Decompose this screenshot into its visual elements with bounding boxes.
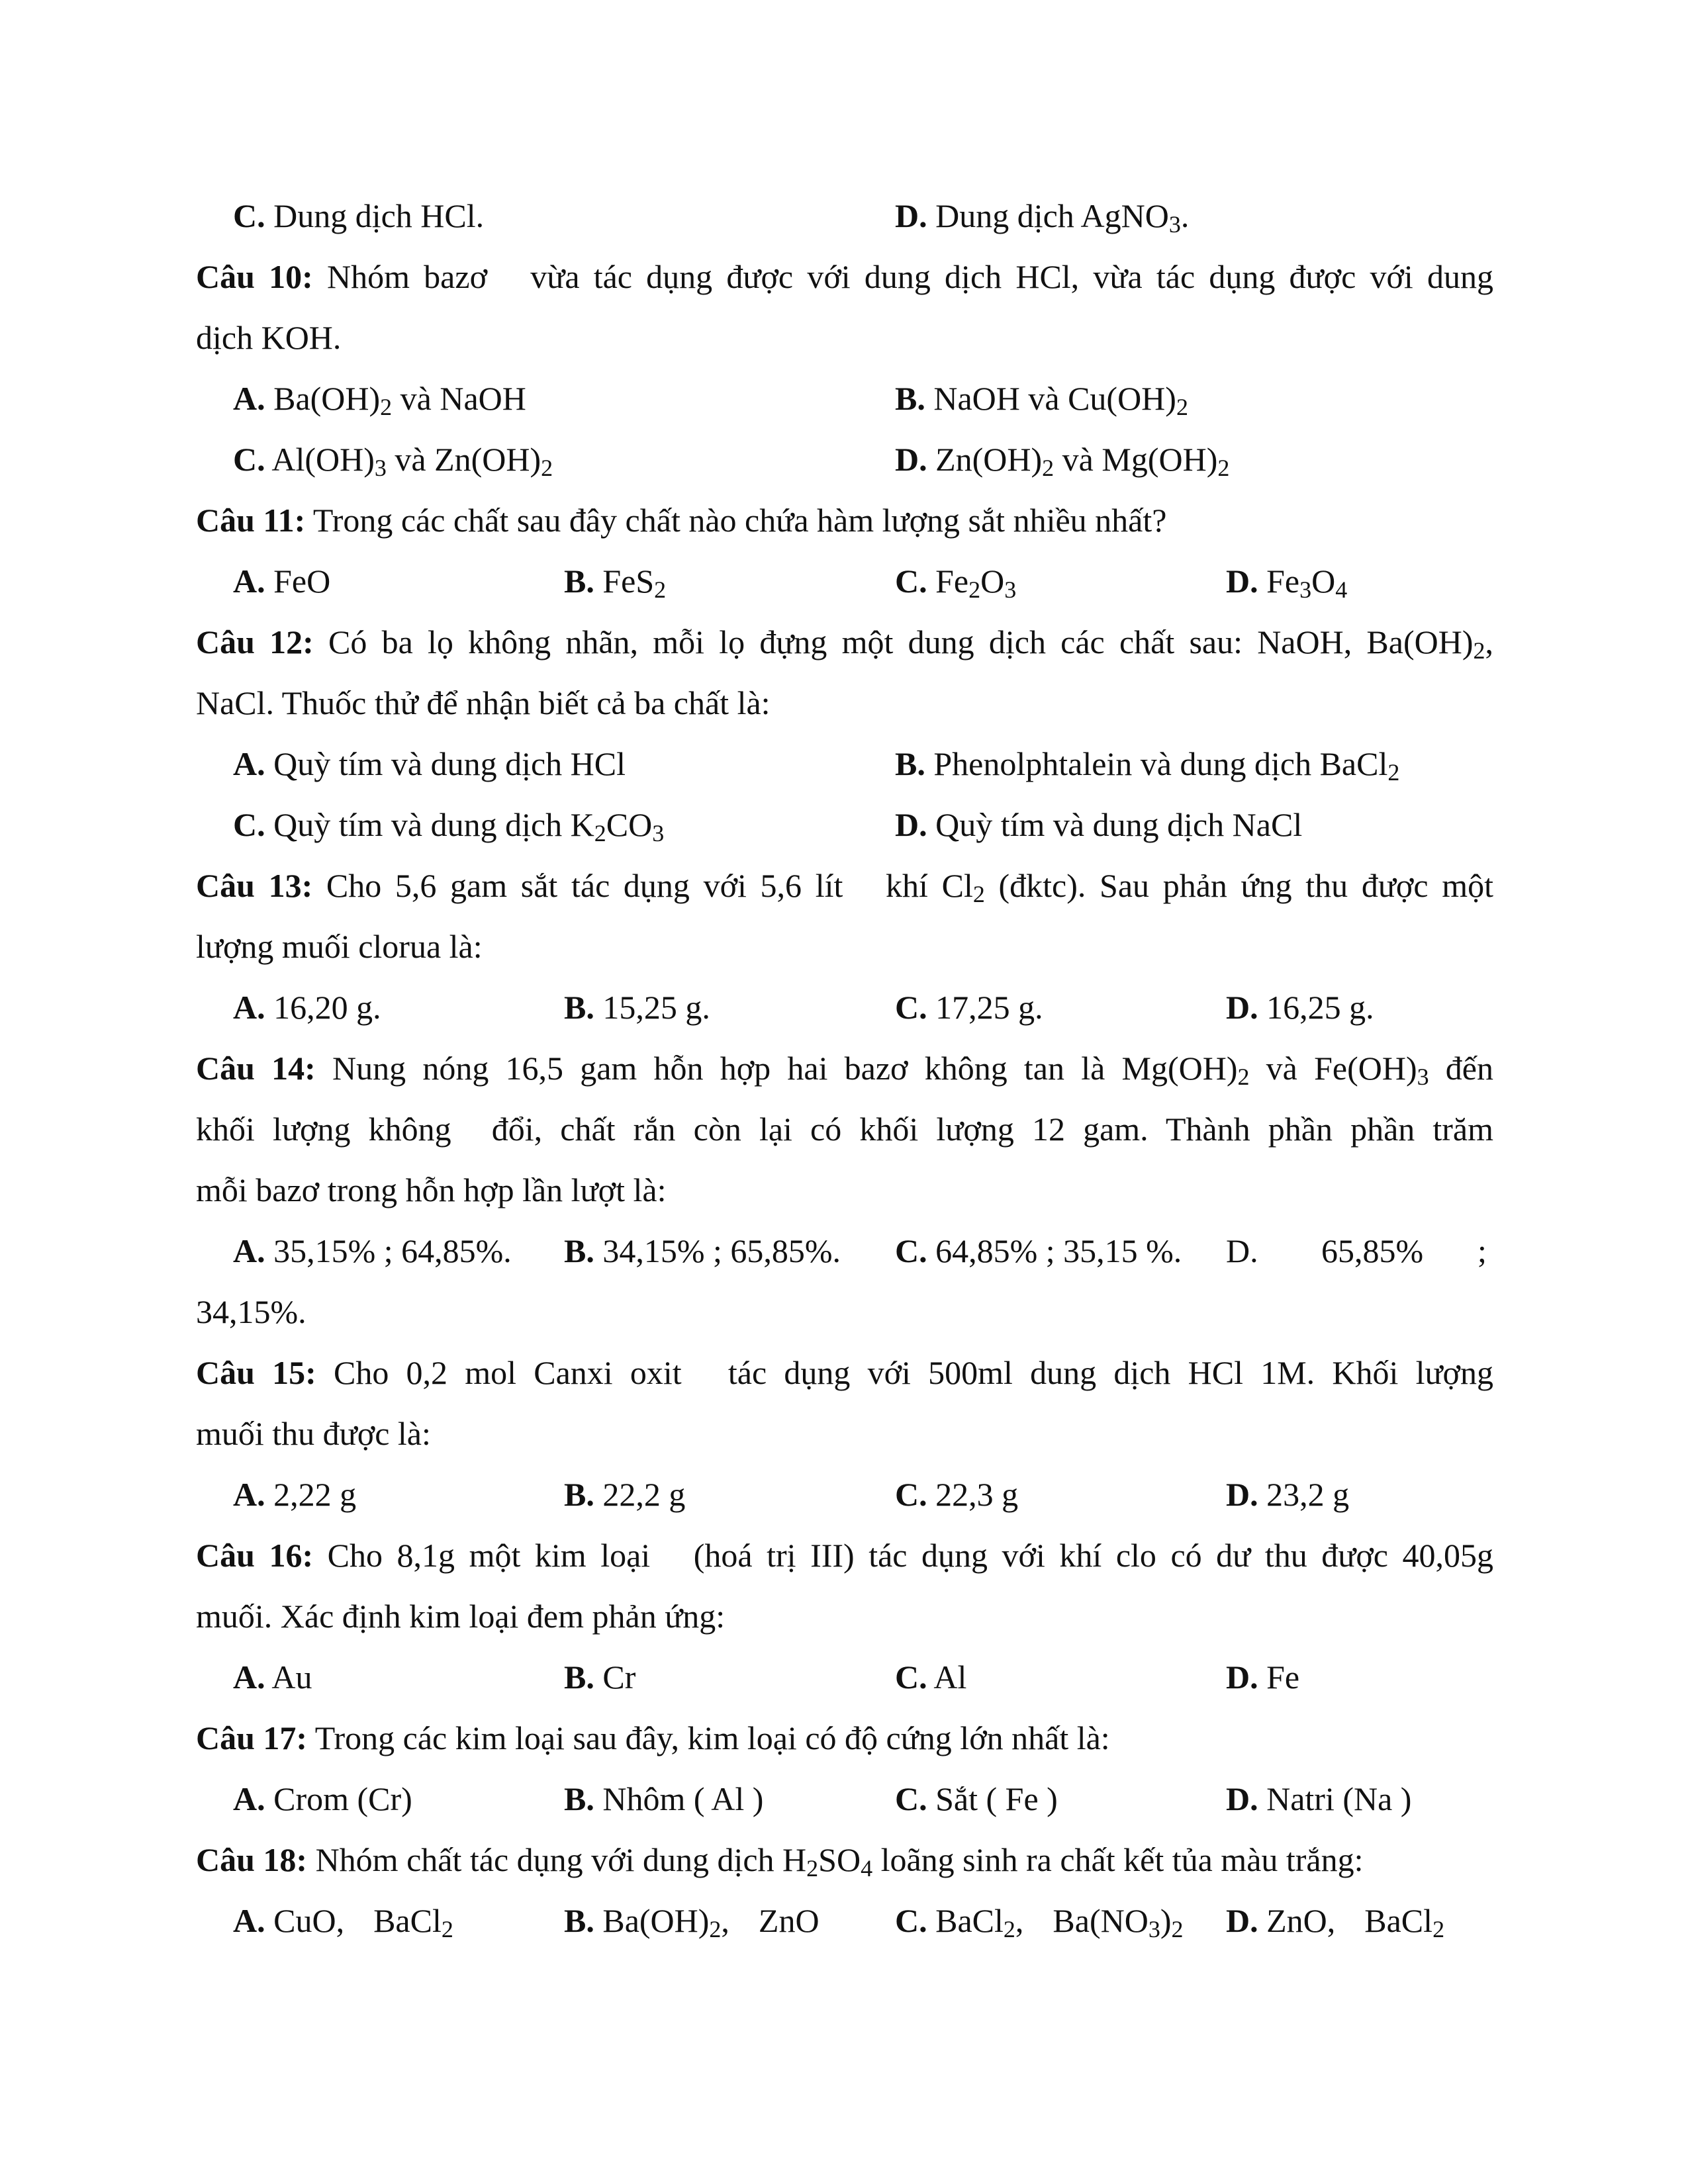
q15-option-c: C. 22,3 g [895,1476,1019,1513]
q9-option-d: D. Dung dịch AgNO$_3$. [895,197,1190,238]
q11-option-a: A. FeO [233,563,331,600]
q13-option-c: C. 17,25 g. [895,989,1043,1026]
q12-option-d: D. Quỳ tím và dung dịch NaCl [895,806,1303,843]
q14-question-line-2: khối lượng không đổi, chất rắn còn lại có khối lượng 12 gam. Thành phần phần trăm [196,1111,1494,1148]
q17-option-b: B. Nhôm ( Al ) [564,1780,764,1817]
q16-option-c: C. Al [895,1659,967,1696]
q15-option-b: B. 22,2 g [564,1476,686,1513]
q10-option-d: D. $Zn(OH)_2$ và $Mg(OH)_2$ [895,441,1230,481]
q11-option-c: C. $Fe_2O_3$ [895,563,1017,603]
q14-option-b: B. 34,15% ; 65,85%. [564,1232,841,1269]
q12-option-c: C. Quỳ tím và dung dịch $K_2CO_3$ [233,806,665,846]
q14-question-line-1: Câu 14: Nung nóng 16,5 gam hỗn hợp hai bazơ không tan là $Mg(OH)_2$ và $Fe(OH)_3$ đến [196,1050,1493,1090]
q12-question-line-1: Câu 12: Có ba lọ không nhãn, mỗi lọ đựng một dung dịch các chất sau: NaOH, $Ba(OH)_2$, [196,623,1493,664]
q15-question-line-2: muối thu được là: [196,1415,431,1452]
q16-question-line-1: Câu 16: Cho 8,1g một kim loại (hoá trị III) tác dụng với khí clo có dư thu được 40,05g [196,1537,1494,1574]
q14-option-d-value: 65,85% [1321,1232,1424,1269]
q11-question: Câu 11: Trong các chất sau đây chất nào chứa hàm lượng sắt nhiều nhất? [196,502,1167,539]
q17-question: Câu 17: Trong các kim loại sau đây, kim loại có độ cứng lớn nhất là: [196,1719,1110,1756]
q17-option-a: A. Crom (Cr) [233,1780,412,1817]
q18-option-d: D. ZnO, BaCl$_2$ [1226,1902,1445,1942]
q14-option-d-separator: ; [1477,1232,1487,1269]
q15-option-a: A. 2,22 g [233,1476,357,1513]
q13-question-line-2: lượng muối clorua là: [196,928,483,965]
q14-option-d-label: D. [1226,1232,1258,1269]
q12-option-a: A. Quỳ tím và dung dịch HCl [233,745,626,782]
q11-option-b: B. FeS$_2$ [564,563,667,603]
q13-option-d: D. 16,25 g. [1226,989,1374,1026]
q10-option-a: A. $Ba(OH)_2$ và NaOH [233,380,526,420]
q16-option-b: B. Cr [564,1659,636,1696]
q12-question-line-2: NaCl. Thuốc thử để nhận biết cả ba chất là: [196,684,771,721]
q18-option-c: C. BaCl$_2$, $Ba(NO_3)_2$ [895,1902,1184,1942]
q15-question-line-1: Câu 15: Cho 0,2 mol Canxi oxit tác dụng với 500ml dung dịch HCl 1M. Khối lượng [196,1354,1494,1391]
q18-question: Câu 18: Nhóm chất tác dụng với dung dịch $H_2SO_4$ loãng sinh ra chất kết tủa màu trắng: [196,1841,1364,1882]
q17-option-c: C. Sắt ( Fe ) [895,1780,1058,1817]
q14-option-a: A. 35,15% ; 64,85%. [233,1232,512,1269]
q9-option-c: C. Dung dịch HCl. [233,197,485,234]
q10-question-line-1: Câu 10: Nhóm bazơ vừa tác dụng được với dung dịch HCl, vừa tác dụng được với dung [196,258,1494,295]
q13-option-a: A. 16,20 g. [233,989,381,1026]
q17-option-d: D. Natri (Na ) [1226,1780,1412,1817]
q10-question-line-2: dịch KOH. [196,319,342,356]
q18-option-a: A. CuO, BaCl$_2$ [233,1902,453,1942]
q18-option-b: B. $Ba(OH)_2$, ZnO [564,1902,820,1942]
q13-option-b: B. 15,25 g. [564,989,710,1026]
q11-option-d: D. $Fe_3O_4$ [1226,563,1348,603]
q16-question-line-2: muối. Xác định kim loại đem phản ứng: [196,1598,726,1635]
q10-option-b: B. NaOH và $Cu(OH)_2$ [895,380,1188,420]
q14-option-c: C. 64,85% ; 35,15 %. [895,1232,1182,1269]
q14-question-line-3: mỗi bazơ trong hỗn hợp lần lượt là: [196,1171,667,1208]
q13-question-line-1: Câu 13: Cho 5,6 gam sắt tác dụng với 5,6 lít khí $Cl_2$ (đktc). Sau phản ứng thu được một [196,867,1494,907]
q16-option-d: D. Fe [1226,1659,1300,1696]
q16-option-a: A. Au [233,1659,312,1696]
q15-option-d: D. 23,2 g [1226,1476,1350,1513]
q10-option-c: C. $Al(OH)_3$ và $Zn(OH)_2$ [233,441,553,481]
q14-option-d-continued: 34,15%. [196,1293,306,1330]
q12-option-b: B. Phenolphtalein và dung dịch BaCl$_2$ [895,745,1400,786]
